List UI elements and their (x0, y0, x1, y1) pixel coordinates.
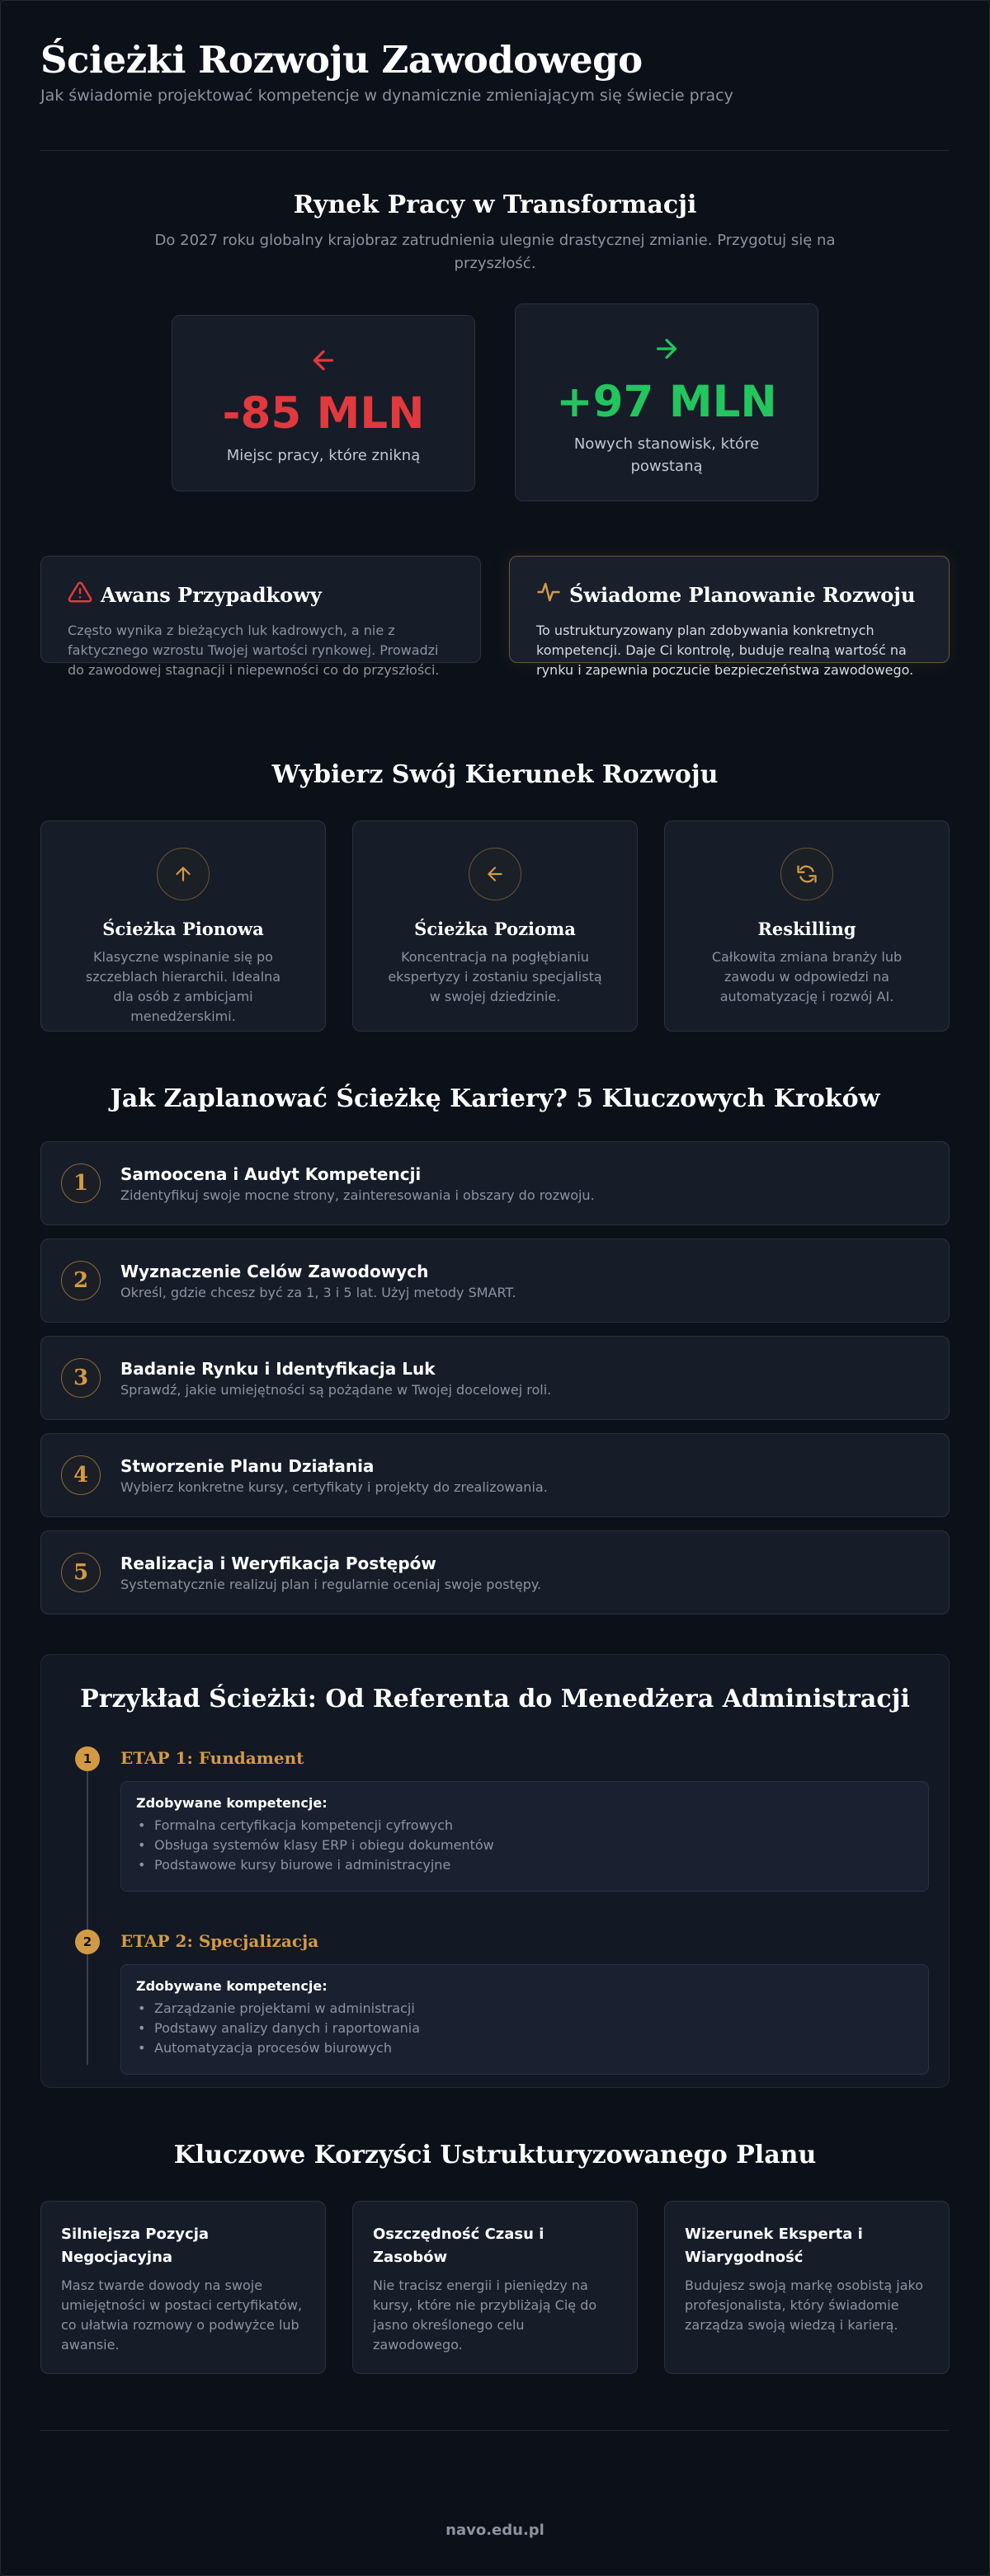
arrow-left-icon (172, 346, 474, 380)
path-text: Koncentracja na pogłębianiu ekspertyzy i zostaniu specjalistą w swojej dziedzinie. (388, 949, 602, 1004)
page-header (40, 1, 950, 151)
stage-box-title: Zdobywane kompetencje: (136, 1795, 328, 1811)
step-title: Stworzenie Planu Działania (120, 1455, 375, 1476)
stage-number: 2 (75, 1930, 100, 1954)
refresh-icon (780, 848, 833, 900)
steps-list (40, 1141, 950, 1615)
page-title: Ścieżki Rozwoju Zawodowego (40, 38, 643, 82)
benefit-card (40, 2201, 326, 2374)
benefit-text: Nie tracisz energii i pieniędzy na kursy, które nie przybliżają Cię do jasno określonego celu zawodowego. (373, 2278, 597, 2353)
step-body (101, 1164, 595, 1203)
step-item (40, 1141, 950, 1225)
list-item: • Podstawowe kursy biurowe i administracyjne (136, 1855, 913, 1875)
path-card-reskilling (664, 820, 950, 1032)
list-item: • Obsługa systemów klasy ERP i obiegu dokumentów (136, 1836, 913, 1855)
step-number: 5 (61, 1553, 101, 1592)
step-body (101, 1359, 551, 1398)
paths-list (40, 820, 950, 1032)
benefits-title: Kluczowe Korzyści Ustrukturyzowanego Planu (173, 2141, 817, 2169)
card-conscious-text: To ustrukturyzowany plan zdobywania konkretnych kompetencji. Daje Ci kontrolę, buduje realną wartość na rynku i zapewnia poczucie bezpieczeństwa zawodowego. (536, 623, 914, 678)
benefit-text: Budujesz swoją markę osobistą jako profesjonalista, który świadomie zarządza swoją wiedzą i karierą. (685, 2278, 923, 2333)
stage-title: ETAP 2: Specjalizacja (120, 1931, 319, 1951)
path-title: Ścieżka Pionowa (102, 919, 264, 939)
stat-new-jobs (515, 303, 818, 501)
step-title: Realizacja i Weryfikacja Postępów (120, 1553, 436, 1573)
competency-list (136, 1999, 913, 2058)
stat-new-label: Nowych stanowisk, które powstaną (573, 435, 760, 475)
benefit-title: Silniejsza Pozycja Negocjacyjna (61, 2226, 210, 2266)
step-number: 1 (61, 1163, 101, 1203)
pulse-icon (536, 580, 561, 609)
step-item (40, 1239, 950, 1323)
step-title: Badanie Rynku i Identyfikacja Luk (120, 1358, 436, 1379)
paths-title: Wybierz Swój Kierunek Rozwoju (271, 760, 719, 789)
step-text: Systematycznie realizuj plan i regularnie oceniaj swoje postępy. (120, 1576, 542, 1592)
path-title: Reskilling (757, 919, 856, 939)
card-conscious-heading (536, 580, 922, 609)
arrow-right-icon (516, 334, 818, 369)
footer-site-name: navo.edu.pl (446, 2522, 544, 2539)
arrow-up-icon (157, 848, 210, 900)
benefits-section (40, 2141, 950, 2374)
card-accidental-title: Awans Przypadkowy (101, 582, 322, 607)
benefit-card (352, 2201, 638, 2374)
step-text: Zidentyfikuj swoje mocne strony, zainteresowania i obszary do rozwoju. (120, 1187, 595, 1203)
market-section (40, 151, 950, 501)
path-title: Ścieżka Pozioma (414, 919, 576, 939)
stage-box-title: Zdobywane kompetencje: (136, 1978, 328, 1994)
step-number: 2 (61, 1261, 101, 1300)
timeline-stage (74, 1928, 916, 2075)
path-card-horizontal (352, 820, 638, 1032)
list-item: • Automatyzacja procesów biurowych (136, 2038, 913, 2058)
list-item: • Podstawy analizy danych i raportowania (136, 2019, 913, 2038)
path-text: Całkowita zmiana branży lub zawodu w odpowiedzi na automatyzację i rozwój AI. (711, 949, 903, 1004)
benefits-list (40, 2201, 950, 2374)
card-accidental-promotion (40, 556, 481, 678)
stat-lost-label: Miejsc pracy, które znikną (226, 447, 421, 464)
stat-new-value: +97 MLN (556, 377, 777, 427)
step-text: Wybierz konkretne kursy, certyfikaty i projekty do zrealizowania. (120, 1478, 548, 1495)
path-card-vertical (40, 820, 326, 1032)
path-text: Klasyczne wspinanie się po szczeblach hierarchii. Idealna dla osób z ambicjami menedżerskimi. (85, 949, 281, 1024)
stage-competencies-box (120, 1964, 929, 2075)
timeline (74, 1745, 916, 2075)
step-title: Samoocena i Audyt Kompetencji (120, 1163, 422, 1184)
compare-section (40, 556, 950, 678)
step-text: Określ, gdzie chcesz być za 1, 3 i 5 lat. Użyj metody SMART. (120, 1284, 516, 1300)
step-body (101, 1554, 541, 1592)
step-number: 3 (61, 1358, 101, 1398)
benefit-title: Oszczędność Czasu i Zasobów (373, 2226, 544, 2266)
competency-list (136, 1816, 913, 1875)
page-subtitle: Jak świadomie projektować kompetencje w dynamicznie zmieniającym się świecie pracy (40, 87, 733, 105)
list-item: • Formalna certyfikacja kompetencji cyfrowych (136, 1816, 913, 1836)
list-item: • Zarządzanie projektami w administracji (136, 1999, 913, 2019)
card-conscious-planning (509, 556, 950, 678)
card-conscious-title: Świadome Planowanie Rozwoju (569, 582, 916, 607)
steps-section (40, 1084, 950, 1615)
stat-lost-value: -85 MLN (222, 388, 425, 439)
step-item (40, 1336, 950, 1420)
step-title: Wyznaczenie Celów Zawodowych (120, 1261, 429, 1281)
market-subtitle: Do 2027 roku globalny krajobraz zatrudnienia ulegnie drastycznej zmianie. Przygotuj się na przyszłość. (154, 232, 836, 272)
steps-title: Jak Zaplanować Ścieżkę Kariery? 5 Kluczowych Kroków (110, 1084, 880, 1113)
stage-competencies-box (120, 1781, 929, 1892)
market-stats (40, 303, 950, 501)
stat-lost-jobs (172, 315, 475, 491)
benefit-title: Wizerunek Eksperta i Wiarygodność (685, 2226, 863, 2266)
step-item (40, 1530, 950, 1615)
card-accidental-text: Często wynika z bieżących luk kadrowych, a nie z faktycznego wzrostu Twojej wartości rynkowej. Prowadzi do zawodowej stagnacji i niepewności co do przyszłości. (68, 623, 440, 678)
timeline-stage (74, 1745, 916, 1892)
benefit-card (664, 2201, 950, 2374)
paths-section (40, 760, 950, 1032)
step-number: 4 (61, 1455, 101, 1495)
example-title: Przykład Ścieżki: Od Referenta do Menedżera Administracji (80, 1685, 910, 1713)
stage-number: 1 (75, 1746, 100, 1771)
page-footer (40, 2430, 950, 2576)
step-item (40, 1433, 950, 1517)
card-accidental-heading (68, 580, 454, 609)
example-path-section (40, 1654, 950, 2088)
step-body (101, 1456, 548, 1495)
step-body (101, 1262, 516, 1300)
stage-title: ETAP 1: Fundament (120, 1748, 304, 1768)
warning-icon (68, 580, 92, 609)
benefit-text: Masz twarde dowody na swoje umiejętności w postaci certyfikatów, co ułatwia rozmowy o podwyżce lub awansie. (61, 2278, 303, 2353)
step-text: Sprawdź, jakie umiejętności są pożądane w Twojej docelowej roli. (120, 1381, 552, 1398)
arrow-left-icon (469, 848, 521, 900)
market-title: Rynek Pracy w Transformacji (293, 190, 697, 219)
